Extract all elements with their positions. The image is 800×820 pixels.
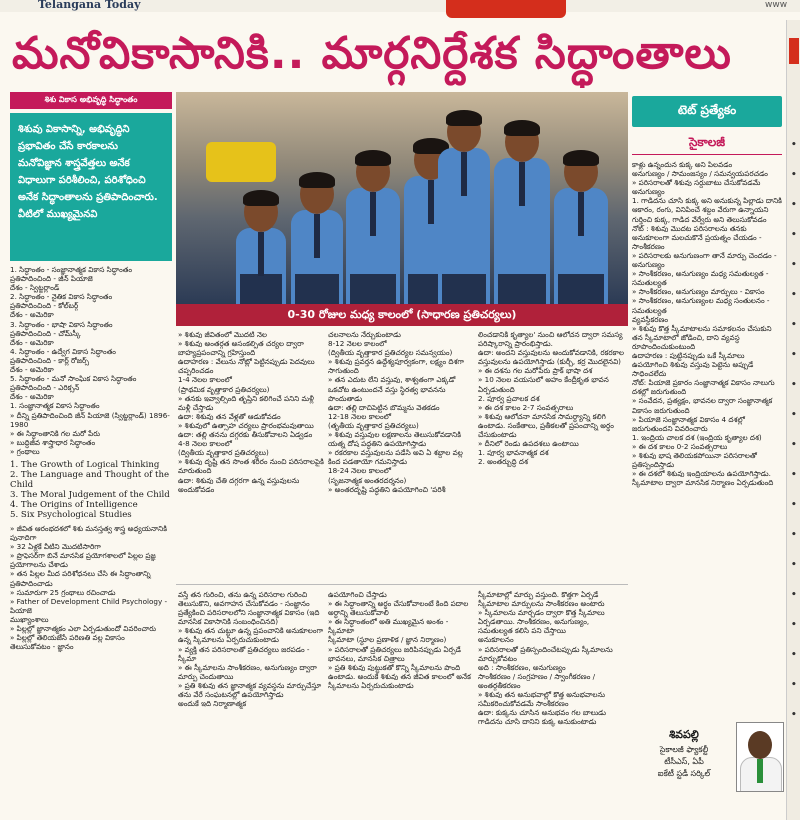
theory-list-item: ప్రతిపాదించింది - కోల్‌బర్గ్ <box>10 301 79 311</box>
theory-list-item: ప్రతిపాదించింది - కార్ల్ రోజర్స్ <box>10 355 90 365</box>
theory-list-item: దేశం - అమెరికా <box>10 310 54 320</box>
child-figure <box>291 174 343 304</box>
adjacent-page-bullets: • • • • • • • • • • • • • • • • • • • • <box>791 140 797 720</box>
author-name: శివపల్లి <box>669 728 699 741</box>
child-figure <box>346 152 400 304</box>
paragraph: » సాంశీకరణం, అనుగుణ్యం మధ్య సమతుల్యత - సమతుల్యత <box>632 269 769 288</box>
text-column-lower-b <box>328 590 474 812</box>
paragraph: ఉదా: శిశువు చేతి దగ్గరగా ఉన్న వస్తువులను అందుకోవడం <box>178 475 300 494</box>
theory-list-item: 5. సిద్ధాంతం - మనో సాంఘిక వికాస సిద్ధాంతం <box>10 374 137 384</box>
paragraph: » దీనిలో రెండు ఉపదశలు ఉంటాయి <box>478 439 579 449</box>
theory-list-item: ప్రతిపాదించింది - చోమ్‌స్కీ <box>10 328 81 338</box>
theory-list-item: ప్రతిపాదించింది - ఎరిక్సన్ <box>10 383 80 393</box>
paragraph: ఉదా: శిశువు తన వేళ్లతో ఆడుకోవడం <box>178 411 281 421</box>
paragraph: ఉదాహరణ : వేలును నోట్లో పెట్టినప్పుడు పెదవులు చప్పరించడం <box>178 357 315 376</box>
note-item: » తన పిల్లల మీద పరిశోధనలు చేసి ఈ సిద్ధాంతాన్ని ప్రతిపాదించాడు <box>10 569 151 588</box>
right-column-body <box>632 160 782 716</box>
theory-list-item: దేశం - అమెరికా <box>10 392 54 402</box>
paragraph: (సృజనాత్మక అంతరదర్శనం) <box>328 475 407 485</box>
book-title: 3. The Moral Judgement of the Child <box>10 489 170 500</box>
paragraph: » స్కీమాలను మార్చడం ద్వారా కొత్త స్కీమాలు ఏర్పడతాయి. సాంశీకరణం, అనుగుణ్యం, సమతుల్యత కలిసి పని చేస్తాయి <box>478 608 605 636</box>
paragraph: (ద్వితీయ వృత్తాకార ప్రతిచర్యలు) <box>178 448 269 458</box>
paragraph: » తన ఎదుట లేని వస్తువు, శాశ్వతంగా ఎక్కడో ఒకచోట ఉంటుందనే వస్తు స్థిరత్వ భావనను పొందుతాడు <box>328 375 456 403</box>
author-avatar <box>736 722 784 792</box>
paragraph: » తనకు ఇవ్వాల్సింది తృప్తిని కలిగించే పనిని మళ్లీ మళ్లీ చేస్తాడు <box>178 393 314 412</box>
left-column <box>10 92 172 651</box>
note-item: » సుమారుగా 25 గ్రంథాలు రచించాడు <box>10 587 116 597</box>
paragraph: » రకరకాల వస్తువులను పడేసి అవి ఏ శబ్దాల వల్ల కింద పడతాయో గమనిస్తాడు <box>328 448 463 467</box>
theory-list-item: దేశం - అమెరికా <box>10 337 54 347</box>
section-band: 0-30 రోజుల మధ్య కాలంలో (సాధారణ ప్రతిచర్యలు) <box>176 304 628 326</box>
theory-list-item: 1. సిద్ధాంతం - సంజ్ఞానాత్మక వికాస సిద్ధాంతం <box>10 265 132 274</box>
paragraph: » సాంశీకరణం, అనుగుణ్యం మార్పులు - వికాసం <box>632 287 765 297</box>
paragraph: అనుకూలనం <box>478 635 514 645</box>
paragraph: ఉదా: కుక్కను చూసిన అనుభవం గల బాలుడు గాడిదను చూసి దానిని కుక్క అనుకుంటాడు <box>478 708 606 727</box>
note-item: » Father of Development Child Psychology - పియాజె <box>10 596 168 615</box>
note-item: ముఖ్యాంశాలు <box>10 614 49 624</box>
theory-list-item: » గ్రంథాలు <box>10 446 40 456</box>
theory-list-item: 3. సిద్ధాంతం - భాషా వికాస సిద్ధాంతం <box>10 319 113 329</box>
masthead-url: www <box>765 0 788 10</box>
note-item: » పిల్లల్లో తెలియజేసే పరిణతి వల్ల వికాసం <box>10 633 125 643</box>
paragraph: నోట్: పియాజె ప్రకారం సంజ్ఞానాత్మక వికాసం నాలుగు దశల్లో జరుగుతుంది <box>632 378 775 397</box>
paragraph: » ఈ స్కీమాలను సాంశీకరణం, అనుగుణ్యం ద్వారా మార్పు చెందుతాయి <box>178 662 317 681</box>
note-item: » జీవిత ఆరంభదశలో శిశు మనస్తత్వ శాస్త్ర అధ్యయనానికి పునాదిగా <box>10 523 167 543</box>
books-list <box>10 460 172 520</box>
paragraph: 12-18 నెలల కాలంలో <box>328 411 392 421</box>
paragraph: అందుకే ఇది నిర్మాణాత్మక <box>178 699 247 709</box>
paragraph: నోట్ : శిశువు మొదట పరిసరాలను తనకు అనుకూలంగా మలచుకొనే ప్రయత్నం చేయడం - సాంశీకరణం <box>632 223 762 251</box>
paragraph: » శిశువు జీవితంలో మొదటి నెల <box>178 330 267 339</box>
paragraph: వస్తే తన గురించి, తను ఉన్న పరిసరాల గురించి తెలుసుకొని, అవగాహన చేసుకోవడం - సంజ్ఞానం <box>178 590 310 609</box>
note-item: » ప్రొఫెసర్‌గా బినే మానసిక ప్రయోగశాలలో పిల్లల ప్రజ్ఞ ప్రయోగాలను చేశాడు <box>10 551 156 570</box>
paragraph: 8-12 నెలల కాలంలో <box>328 339 387 349</box>
child-figure <box>494 122 550 304</box>
paragraph: » శిశువు తన అనుభవాల్లో కొత్త అనుభవాలను సమీకరించుకోవడమే సాంశీకరణం <box>478 690 606 709</box>
paragraph: (తృతీయ వృత్తాకార ప్రతిచర్యలు) <box>328 420 419 430</box>
child-figure <box>236 192 286 304</box>
child-figure <box>438 112 490 304</box>
theory-list <box>10 265 172 456</box>
paragraph: (ప్రాథమిక వృత్తాకార ప్రతిచర్యలు) <box>178 384 270 394</box>
left-column-intro: శిశువు వికాసాన్ని, అభివృద్ధిని ప్రభావితం చేసే కారకాలను మనోవిజ్ఞాన శాస్త్రవేత్తలు అనేక విధాలుగా పరిశీలించి, పరిశోధించి అనేక సిద్ధాంతాలను ప్రతిపాదించారు. వీటిలో ముఖ్యమైనవి <box>10 113 172 261</box>
adjacent-page-tab <box>789 38 799 64</box>
paragraph: 2. అంతర్బుద్ధి దశ <box>478 457 528 467</box>
paragraph: » పరిసరాలతో ప్రతిచర్యలు జరిపినప్పుడు ఏర్పడే భావనలు, మానసిక చిత్రాలు <box>328 644 461 663</box>
subject-title: సైకాలజీ <box>632 135 782 155</box>
paragraph: ఉదా: తల్లి దాచిపెట్టిన బొమ్మను వెతకడం <box>328 402 440 412</box>
text-column-b <box>328 330 474 580</box>
text-column-lower-a <box>178 590 324 812</box>
theory-list-item: దేశం - అమెరికా <box>10 365 54 375</box>
theory-list-item: 1. సంజ్ఞానాత్మక వికాస సిద్ధాంతం <box>10 401 100 411</box>
text-column-a <box>178 330 324 580</box>
paragraph: » పరిసరాలతో ప్రతిస్పందించేటప్పుడు స్కీమాలను మార్చుకోవటం <box>478 644 613 663</box>
paragraph: 4-8 నెలల కాలంలో <box>178 439 232 449</box>
paragraph: » ఈ సిద్ధాంతంలో అతి ముఖ్యమైన అంశం - స్కీమాటా <box>328 617 449 636</box>
child-figure <box>554 152 608 304</box>
paragraph: » శిశువు కొత్త స్కీమాటాలను సమాకలనం చేసుకుని తన స్కీమాటాలో జోడించి, దాని వ్యవస్థ రూపొందించుకుంటుంది <box>632 323 772 351</box>
paragraph: సాంశీకరణం / సంగ్రహణం / స్వాంగీకరణం / అంతర్గతీకరణం <box>478 671 596 690</box>
theory-list-item: » ఈ సిద్ధాంతానికి గల మరో పేరు <box>10 428 101 438</box>
paragraph: ప్రత్యేకించి పరిసరాలలోని సంజ్ఞానాత్మక వికాసం (ఇది మానసిక వికాసానికి సంబంధించినది) <box>178 608 320 627</box>
paragraph: » అంతరదృష్టి పద్ధతిని ఉపయోగించి 'పరిశీ <box>328 484 446 494</box>
auto-rickshaw <box>206 142 276 182</box>
paragraph: 18-24 నెలల కాలంలో <box>328 466 392 476</box>
tet-special-badge: టెట్ ప్రత్యేకం <box>632 96 782 127</box>
paragraph: » ఈ దశలో శిశువు ఇంద్రియాలను ఉపయోగిస్తాడు. స్కీమాటాల ద్వారా మానసిక నిర్మాణం ఏర్పడుతుంది <box>632 469 774 488</box>
author-role: సైకాలజీ ఫ్యాకల్టీ <box>659 745 709 754</box>
book-title: 4. The Origins of Intelligence <box>10 499 138 510</box>
right-column-header <box>632 96 782 155</box>
theory-list-item: » దీన్ని ప్రతిపాదించింది జీన్ పియాజె (స్విట్జర్లాండ్) 1896-1980 <box>10 410 170 429</box>
theory-list-item: దేశం - స్విట్జర్లాండ్ <box>10 283 60 293</box>
paragraph: 1. పూర్వ భావనాత్మక దశ <box>478 448 549 458</box>
paragraph: (ద్వితీయ వృత్తాకార ప్రతిచర్యల సమన్వయం) <box>328 348 453 358</box>
paragraph: అది : సాంశీకరణం, అనుగుణ్యం <box>478 662 566 672</box>
paragraph: అనుగుణ్యం / సామంజస్యం / సమన్వయపరచడం <box>632 169 768 179</box>
left-column-title: శిశు వికాస అభివృద్ధి సిద్ధాంతం <box>10 92 172 109</box>
paragraph: » సంవేదన, ప్రత్యక్షం, భావనల ద్వారా సంజ్ఞానాత్మక వికాసం జరుగుతుంది <box>632 396 773 415</box>
page-headline: మనోవికాసానికి.. మార్గనిర్దేశక సిద్ధాంతాలు <box>12 28 732 79</box>
text-column-c <box>478 330 626 580</box>
paragraph: కాళ్లు ఉన్నందున కుక్క అని పిలవడం <box>632 160 733 169</box>
theory-list-item: 2. సిద్ధాంతం - నైతిక వికాస సిద్ధాంతం <box>10 292 113 302</box>
paragraph: » శిశువు వస్తువుల లక్షణాలను తెలుసుకోవడానికి యత్న దోష పద్ధతిని ఉపయోగిస్తాడు <box>328 430 461 449</box>
paragraph: » సాంశీకరణం, అనుగుణ్యంల మధ్య సంతులనం - సమతుల్యత <box>632 296 770 315</box>
paragraph: » శిశువులో ఉత్సాహ చర్యలు ప్రారంభమవుతాయి <box>178 420 314 430</box>
text-column-lower-c <box>478 590 626 812</box>
masthead-title: Telangana Today <box>38 0 141 11</box>
theory-list-item: ప్రతిపాదించింది - జీన్ పియాజె <box>10 274 93 284</box>
note-item: » పిల్లల్లో జ్ఞానాత్మకం ఎలా ఏర్పడుతుందో వివరించారు <box>10 624 157 633</box>
paragraph: ఉదా: అందని వస్తువులను అందుకోవడానికి, రకరకాల వస్తువులను ఉపయోగిస్తాడు (కుర్చీ, కర్ర మొదలైనవి) <box>478 348 624 367</box>
paragraph: » ప్రతి శిశువు తన జ్ఞానాత్మక వ్యవస్థను మార్పుచేస్తూ తను వేరే సంఘటనల్లో ఉపయోగిస్తాడు <box>178 680 322 700</box>
paragraph: » పియాజె సంజ్ఞానాత్మక వికాసం 4 దశల్లో జరుగుతుందని వివరించారు <box>632 414 745 433</box>
paragraph: » ప్రతి శిశువు పుట్టుకతో కొన్ని స్కీమాలను పొంది ఉంటాడు. అందుకే శిశువు తన జీవిత కాలంలో అనేక స్కీమాలను ఏర్పరుచుకుంటాడు <box>328 662 471 690</box>
paragraph: » శిశువు ఆలోచనా మానసిక సామర్థ్యాన్ని కలిగి ఉంటాడు. సంకేతాలు, ప్రతీకలతో ప్రపంచాన్ని అర్థం చేసుకుంటాడు <box>478 411 614 440</box>
paragraph: ఉదాహరణ : పుట్టినప్పుడు ఒకే స్కీమాలు ఉపయోగించి శిశువు వస్తువు పెట్టెను అప్పుడే సాధించలేదు <box>632 350 754 379</box>
notes-list <box>10 524 172 651</box>
paragraph: లించడానికి కృత్యాల' నుంచి ఆలోచన ద్వారా సమస్య పరిష్కారాన్ని ప్రారంభిస్తాడు. <box>478 330 623 349</box>
paragraph: » శిశువు భాష తెలియకపోయినా పరిసరాలతో ప్రతిస్పందిస్తాడు <box>632 451 757 470</box>
paragraph: » శిశువు దృష్టి తన సొంత శరీరం నుంచి పరిసరాలపైకి మారుతుంది <box>178 457 324 476</box>
note-item: తెలుసుకోవటం - జ్ఞానం <box>10 642 74 652</box>
paragraph: » శిశువు అంతర్గత అసంకల్పిత చర్యల ద్వారా బాహ్యప్రపంచాన్ని గ్రహిస్తుంది <box>178 339 304 358</box>
adjacent-page-edge <box>786 20 800 820</box>
paragraph: » 10 నెలల వయసులో అహం కేంద్రీకృత భావన ఏర్పడుతుంది <box>478 375 609 394</box>
children-photo <box>176 92 628 304</box>
note-item: » 32 ఏళ్లకే వీటిని మొదటిసారిగా <box>10 542 101 552</box>
paragraph: » వ్యక్తి తన పరిసరాలతో ప్రతిచర్యలు జరపడం - స్కీమా <box>178 644 310 663</box>
theory-list-item: 4. సిద్ధాంతం - ఉద్వేగ వికాస సిద్ధాంతం <box>10 346 116 356</box>
paragraph: » ఈ సిద్ధాంతాన్ని అర్థం చేసుకోవాలంటే కింది పదాల అర్థాన్ని తెలుసుకోవాలి <box>328 599 469 618</box>
author-details <box>636 744 732 780</box>
author-place: ఐకేటీ స్టడీ సర్కిల్ <box>657 769 711 778</box>
paragraph: 2. పూర్వ ప్రచాలక దశ <box>478 393 540 403</box>
paragraph: ఉదా: తల్లి తనను దగ్గరకు తీసుకోవాలని ఏడ్వడం <box>178 430 313 440</box>
section-divider <box>176 584 628 585</box>
paragraph: 1. గాడిదను చూసి కుక్క అని అనుకున్న పిల్లాడు దానికి ఆకారం, రంగు, వినిపించే శబ్దం వేరుగా ఉన్నాయని గుర్తించి కుక్క, గాడిద వేర్వేరు అని తెలుసుకోవడం <box>632 196 782 224</box>
paragraph: వ్యవస్థీకరణం <box>632 314 669 324</box>
author-byline <box>636 722 786 810</box>
paragraph: » పరిసరాలతో శిశువు సర్దుబాటు చేసుకోవడమే అనుగుణ్యం <box>632 178 761 197</box>
paragraph: 1. ఇంద్రియ చాలక దశ (ఇంద్రియ కృత్యాల దశ) <box>632 432 762 442</box>
paragraph: 1-4 నెలల కాలంలో <box>178 375 232 385</box>
book-title: 5. Six Psychological Studies <box>10 509 132 520</box>
paragraph: » ఈ దశ కాలం 2-7 సంవత్సరాలు <box>478 402 574 412</box>
paragraph: స్కీమాటా (స్థూల ప్రణాళిక / జ్ఞాన నిర్మాణం) <box>328 635 447 645</box>
paragraph: » ఈ దశ కాలం 0-2 సంవత్సరాలు <box>632 441 728 451</box>
paragraph: స్కీమాటాల్లో మార్పు వస్తుంది. కొత్తగా ఏర్పడే స్కీమాటాల మార్పులను సాంశీకరణం అంటారు <box>478 590 605 609</box>
paragraph: చలనాలను నేర్చుకుంటాడు <box>328 330 401 339</box>
masthead-logo <box>446 0 566 18</box>
paragraph: » ఈ దశను గల మరోపేరు ప్రాక్ భాషా దశ <box>478 366 593 376</box>
author-org: టీసీఎస్, ఏపీ <box>664 757 704 766</box>
paragraph: » శిశువు ప్రవర్తన ఉద్దేశ్యపూర్వకంగా, లక్ష్యం దిశగా సాగుతుంది <box>328 357 465 376</box>
book-title: 2. The Language and Thought of the Child <box>10 469 170 490</box>
paragraph: ఉపయోగించి చేస్తాడు <box>328 590 387 599</box>
paragraph: » పరిసరాలకు అనుగుణంగా తానే మార్పు చెందడం - అనుగుణ్యం <box>632 250 777 270</box>
book-title: 1. The Growth of Logical Thinking <box>10 459 160 470</box>
theory-list-item: » బుద్ధిజీవ శాస్త్రాధార సిద్ధాంతం <box>10 437 96 447</box>
paragraph: » శిశువు తన చుట్టూ ఉన్న ప్రపంచానికి అనుకూలంగా ఉన్న స్కీమాలను ఏర్పరుచుకుంటాడు <box>178 626 324 645</box>
